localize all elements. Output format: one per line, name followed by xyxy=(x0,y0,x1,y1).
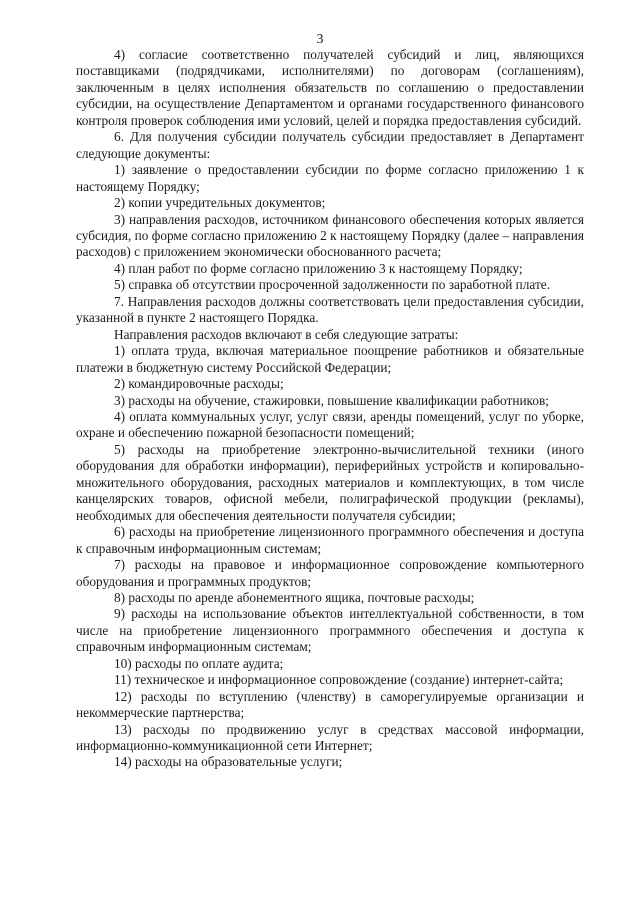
paragraph-section-6: 6. Для получения субсидии получатель субсидии предоставляет в Департамент следующие документы: xyxy=(76,129,584,161)
paragraph-document-4: 4) план работ по форме согласно приложению 3 к настоящему Порядку; xyxy=(114,260,523,276)
paragraph-document-2: 2) копии учредительных документов; xyxy=(114,195,326,211)
paragraph-document-3: 3) направления расходов, источником финансового обеспечения которых является субсидия, по форме согласно приложению 2 к настоящему Порядку (далее – направления расходов) с приложением экономически обоснованного расчета; xyxy=(76,211,584,260)
paragraph-expense-14: 14) расходы на образовательные услуги; xyxy=(114,754,343,770)
paragraph-consent-clause-4: 4) согласие соответственно получателей субсидий и лиц, являющихся поставщиками (подрядчиками, исполнителями) по договорам (соглашениям), заключенным в целях исполнения обязательств по соглашению о предоставлении субсидии, на осуществление Департаментом и органами государственного финансового контроля проверок соблюдения ими условий, целей и порядка предоставления субсидий. xyxy=(76,47,584,128)
paragraph-expense-5: 5) расходы на приобретение электронно-вычислительной техники (иного оборудования для обработки информации), периферийных устройств и копировально-множительного оборудования, расходных материалов и комплектующих, в том числе канцелярских товаров, офисной мебели, полиграфической продукции (рекламы), необходимых для обеспечения деятельности получателя субсидии; xyxy=(76,441,584,523)
paragraph-expense-13: 13) расходы по продвижению услуг в средствах массовой информации, информационно-коммуникационной сети Интернет; xyxy=(76,721,584,754)
paragraph-expense-9: 9) расходы на использование объектов интеллектуальной собственности, в том числе на приобретение лицензионного программного обеспечения и доступа к справочным информационным системам; xyxy=(76,606,584,655)
paragraph-expense-3: 3) расходы на обучение, стажировки, повышение квалификации работников; xyxy=(114,392,549,408)
paragraph-expense-11: 11) техническое и информационное сопровождение (создание) интернет-сайта; xyxy=(114,672,564,688)
paragraph-section-7: 7. Направления расходов должны соответствовать цели предоставления субсидии, указанной в пункте 2 настоящего Порядка. xyxy=(76,293,584,326)
paragraph-expenses-intro: Направления расходов включают в себя следующие затраты: xyxy=(114,326,459,342)
paragraph-document-5: 5) справка об отсутствии просроченной задолженности по заработной плате. xyxy=(114,277,551,293)
paragraph-expense-12: 12) расходы по вступлению (членству) в саморегулируемые организации и некоммерческие партнерства; xyxy=(76,688,584,721)
paragraph-document-1: 1) заявление о предоставлении субсидии по форме согласно приложению 1 к настоящему Порядку; xyxy=(76,162,584,194)
paragraph-expense-6: 6) расходы на приобретение лицензионного программного обеспечения и доступа к справочным информационным системам; xyxy=(76,524,584,556)
paragraph-expense-8: 8) расходы по аренде абонементного ящика, почтовые расходы; xyxy=(114,589,475,605)
paragraph-expense-1: 1) оплата труда, включая материальное поощрение работников и обязательные платежи в бюджетную систему Российской Федерации; xyxy=(76,343,584,375)
paragraph-expense-10: 10) расходы по оплате аудита; xyxy=(114,655,284,671)
page-number: 3 xyxy=(316,32,324,47)
document-body xyxy=(76,47,584,771)
paragraph-expense-2: 2) командировочные расходы; xyxy=(114,376,284,392)
paragraph-expense-7: 7) расходы на правовое и информационное сопровождение компьютерного оборудования и программных продуктов; xyxy=(76,557,584,589)
paragraph-expense-4: 4) оплата коммунальных услуг, услуг связи, аренды помещений, услуг по уборке, охране и обеспечению пожарной безопасности помещений; xyxy=(76,408,584,441)
